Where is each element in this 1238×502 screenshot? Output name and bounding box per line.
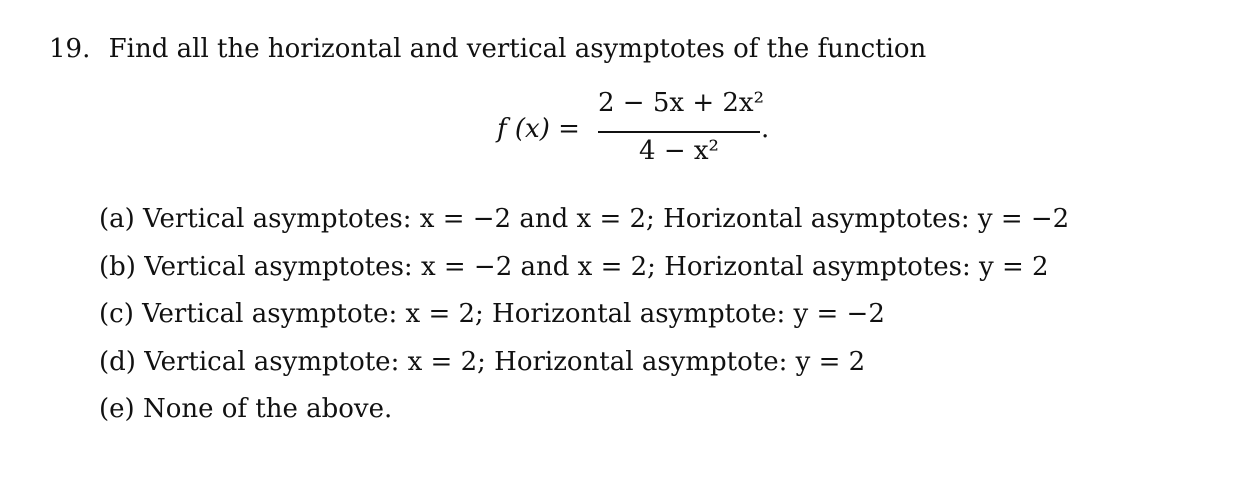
equation-numerator: 2 − 5x + 2x² — [598, 88, 765, 118]
equation — [497, 86, 797, 170]
answer-choice-b[interactable]: (b) Vertical asymptotes: x = −2 and x = 2; Horizontal asymptotes: y = 2 — [99, 252, 1049, 282]
question-prompt: Find all the horizontal and vertical asymptotes of the function — [108, 34, 927, 64]
equation-lhs: f (x) = — [497, 114, 580, 144]
fraction-bar — [598, 131, 760, 133]
answer-choice-c[interactable]: (c) Vertical asymptote: x = 2; Horizontal asymptote: y = −2 — [99, 299, 885, 329]
equation-fraction — [598, 86, 765, 170]
equation-period: . — [761, 114, 770, 144]
equation-denominator: 4 − x² — [639, 136, 719, 166]
answer-choice-d[interactable]: (d) Vertical asymptote: x = 2; Horizontal asymptote: y = 2 — [99, 347, 866, 377]
question-line — [49, 28, 926, 70]
question-number: 19. — [49, 34, 91, 64]
answer-choice-a[interactable]: (a) Vertical asymptotes: x = −2 and x = 2; Horizontal asymptotes: y = −2 — [99, 204, 1070, 234]
answer-choice-e[interactable]: (e) None of the above. — [99, 394, 393, 424]
